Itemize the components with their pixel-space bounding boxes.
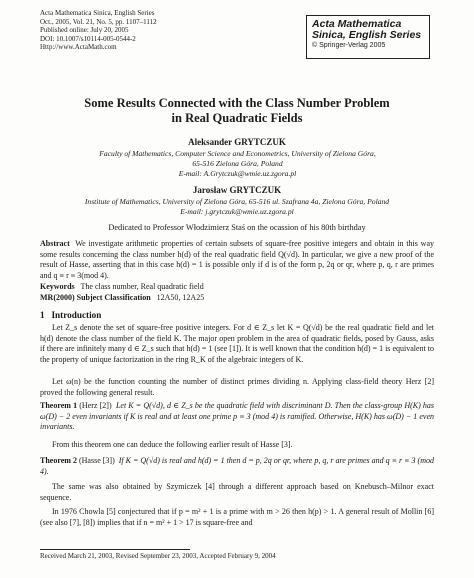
paragraph: From this theorem one can deduce the following earlier result of Hasse [3]. — [52, 440, 293, 449]
author-email: E-mail: j.grytczuk@wmie.uz.zgora.pl — [180, 207, 294, 216]
theorem-attribution: (Herz [2]) — [79, 401, 112, 410]
section-number: 1 — [40, 310, 45, 320]
affiliation-line: Faculty of Mathematics, Computer Science and Econometrics, University of Zielona Góra, — [99, 149, 376, 158]
journal-logo-box — [306, 15, 430, 59]
keywords-text: The class number, Real quadratic field — [80, 282, 204, 291]
footnote: Received March 21, 2003, Revised September 23, 2003, Accepted February 9, 2004 — [40, 552, 276, 560]
paper-title — [0, 96, 474, 126]
author-affiliation — [40, 149, 435, 179]
theorem-attribution: (Hasse [3]) — [78, 456, 115, 465]
theorem-text: If K = Q(√d) is real and h(d) = 1 then d = p, 2q or qr, where p, q, r are primes and q ≡ r ≡ 3 (mod 4). — [40, 456, 435, 476]
msc-text: 12A50, 12A25 — [156, 293, 205, 302]
keywords-label: Keywords — [40, 282, 75, 291]
title-line: Some Results Connected with the Class Number Problem — [84, 96, 390, 110]
author-affiliation — [30, 197, 444, 217]
paragraph: The same was also obtained by Szymiczek [4] through a different approach based on Knebusch–Milnor exact sequence. — [40, 482, 434, 502]
header-line: Oct., 2005, Vol. 21, No. 5, pp. 1107–1112 — [40, 17, 157, 26]
msc-label: MR(2000) Subject Classification — [40, 293, 151, 302]
theorem — [40, 456, 434, 477]
header-line: Published online: July 20, 2005 — [40, 26, 129, 35]
author-name: Jarosław GRYTCZUK — [192, 185, 282, 195]
paragraph: Let ω(n) be the function counting the number of distinct primes dividing n. Applying class-field theory Herz [2] proved the following general result. — [40, 377, 434, 397]
affiliation-line: 65-516 Zielona Góra, Poland — [192, 159, 283, 168]
theorem — [40, 401, 434, 433]
header-line: Http://www.ActaMath.com — [40, 43, 117, 52]
subject-classification — [40, 293, 434, 304]
title-line: in Real Quadratic Fields — [171, 111, 303, 125]
theorem-text: Let K = Q(√d), d ∈ Z_s be the quadratic field with discriminant D. Then the class-group H(K) has ω(D) − 2 even invariants if K is real and at least one prime p ≡ 3 (mod 4) is ramified. Otherwise, H(K) has ω(D) − 1 even invariants. — [40, 401, 435, 432]
affiliation-line: Institute of Mathematics, University of Zielona Góra, 65-516 ul. Szafrana 4a, Zielona Góra, Poland — [84, 197, 390, 206]
section-title: Introduction — [51, 310, 102, 320]
abstract — [40, 239, 434, 281]
paragraph: Let Z_s denote the set of square-free positive integers. For d ∈ Z_s let K = Q(√d) be the real quadratic field and let h(d) denote the class number of the field K. The major open problem in the area of quadratic fields, posed by Gauss, asks if there are infinitely many d ∈ Z_s such that h(d) = 1 (see [1]). It is well known that the condition h(d) = 1 is equivalent to the property of unique factorization in the ring R_K of the algebraic integers of K. — [40, 323, 434, 364]
theorem-label: Theorem 1 — [40, 401, 78, 410]
journal-name-line2: Sinica, English Series — [312, 29, 422, 41]
abstract-label: Abstract — [40, 239, 70, 248]
section-heading — [40, 310, 101, 320]
journal-name-line1: Acta Mathematica — [312, 18, 402, 30]
journal-copyright: © Springer-Verlag 2005 — [312, 42, 386, 49]
abstract-text: We investigate arithmetic properties of certain subsets of square-free positive integers and obtain in this way some results concerning the class number h(d) of the real quadratic field Q(√d). In particular, we give a new proof of the result of Hasse, asserting that in this case h(d) = 1 is possible only if d is of the form p, 2q or qr, where p, q, r are primes and q ≡ r ≡ 3(mod 4). — [40, 239, 435, 280]
author-name: Aleksander GRYTCZUK — [188, 137, 286, 147]
journal-header — [40, 9, 157, 52]
theorem-label: Theorem 2 — [40, 456, 77, 465]
keywords — [40, 282, 434, 293]
author-email: E-mail: A.Grytczuk@wmie.uz.zgora.pl — [178, 169, 297, 178]
footnote-rule — [40, 549, 190, 550]
paragraph: In 1976 Chowla [5] conjectured that if p = m² + 1 is a prime with m > 26 then h(p) > 1. A general result of Mollin [6] (see also [7], [8]) implies that if n = m² + 1 > 17 is square-free and — [40, 507, 434, 527]
header-line: Acta Mathematica Sinica, English Series — [40, 9, 155, 17]
header-line: DOI: 10.1007/s10114-005-0544-2 — [40, 34, 136, 43]
dedication: Dedicated to Professor Włodzimierz Staś on the ocassion of his 80th birthday — [108, 223, 366, 232]
